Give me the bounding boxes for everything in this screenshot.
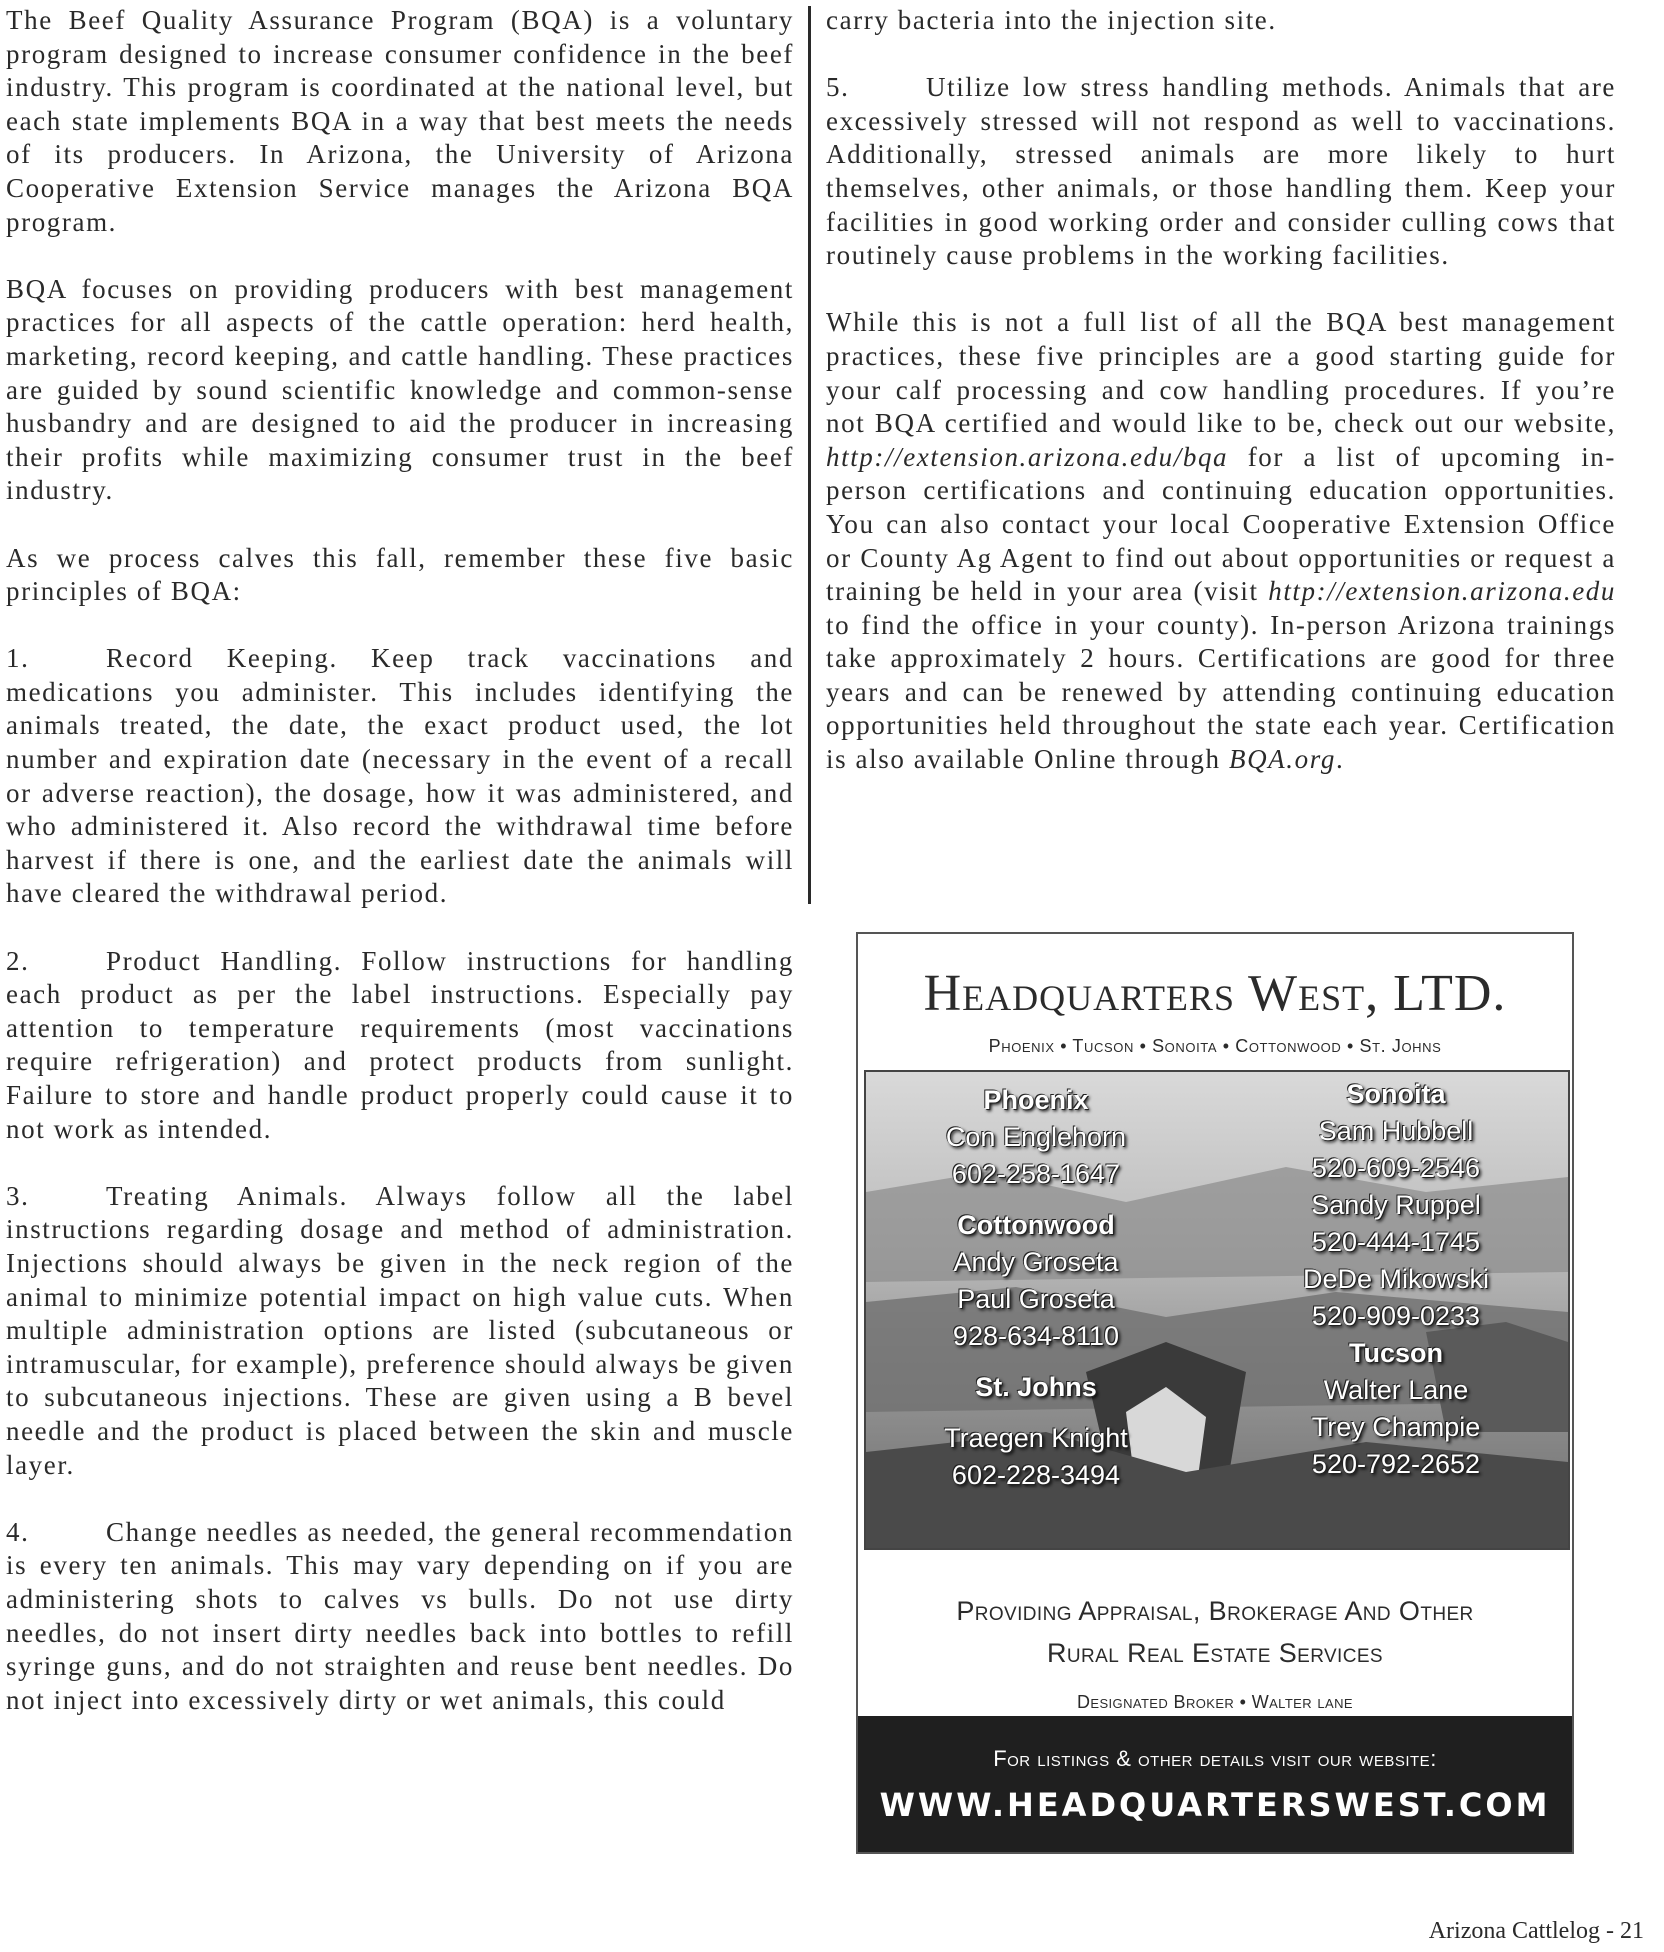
phone-st-johns: 602-228-3494 xyxy=(951,1460,1121,1490)
ad-tagline-line-2: Rural Real Estate Services xyxy=(1047,1638,1383,1668)
closing-text-b: for a list of upcoming in-person certifications and continuing education opportunities. You can also contact your local Cooperative Extension Office or County Ag Agent to find out about opportunities or request a training be held in your area (visit xyxy=(826,441,1616,607)
principle-4-number: 4. xyxy=(6,1516,30,1547)
ad-website-link[interactable]: WWW.HEADQUARTERSWEST.COM xyxy=(879,1786,1551,1824)
principle-3-number: 3. xyxy=(6,1180,30,1211)
intro-paragraph-2: BQA focuses on providing producers with best management practices for all aspects of the cattle operation: herd health, marketing, record keeping, and cattle handling. These practices are guided by sound scientific knowledge and common-sense husbandry and are designed to aid the producer in increasing their profits while maximizing consumer trust in the beef industry. xyxy=(6,273,794,506)
agent-andy-groseta: Andy Groseta xyxy=(953,1247,1119,1277)
ad-tagline-line-1: Providing Appraisal, Brokerage And Other xyxy=(956,1596,1474,1626)
principle-5-number: 5. xyxy=(826,72,850,103)
principle-1-number: 1. xyxy=(6,643,30,674)
phone-sonoita-1: 520-609-2546 xyxy=(1311,1153,1481,1183)
right-article-column xyxy=(826,4,1616,810)
principle-4-text: Change needles as needed, the general recommendation is every ten animals. This may vary depending on if you are administering shots to calves vs bulls. Do not use dirty needles, do not insert dirty needles back into bottles to refill syringe guns, and do not straighten and reuse bent needles. Do not inject into excessively dirty or wet animals, this could xyxy=(6,1516,794,1715)
agent-con-englehorn: Con Englehorn xyxy=(945,1122,1127,1152)
agent-sandy-ruppel: Sandy Ruppel xyxy=(1311,1190,1481,1220)
principle-4 xyxy=(6,1516,794,1718)
principle-1-text: Record Keeping. Keep track vaccinations and medications you administer. This includes identifying the animals treated, the date, the exact product used, the lot number and expiration date (necessary in the event of a recall or adverse reaction), the dosage, how it was administered, and who administered it. Also record the withdrawal time before harvest if there is one, and the earliest date the animals will have cleared the withdrawal period. xyxy=(6,643,794,909)
ad-tagline xyxy=(858,1590,1572,1674)
canyon-photo xyxy=(864,1070,1570,1550)
phone-phoenix: 602-258-1647 xyxy=(951,1159,1121,1189)
offices-left xyxy=(906,1082,1166,1494)
agent-dede-mikowski: DeDe Mikowski xyxy=(1302,1264,1490,1294)
office-st-johns: St. Johns xyxy=(975,1372,1097,1402)
office-sonoita: Sonoita xyxy=(1346,1079,1446,1109)
principle-5 xyxy=(826,71,1616,273)
intro-paragraph-3: As we process calves this fall, remember these five basic principles of BQA: xyxy=(6,542,794,607)
phone-cottonwood: 928-634-8110 xyxy=(952,1321,1120,1351)
closing-text-d: . xyxy=(1335,744,1345,775)
phone-sonoita-3: 520-909-0233 xyxy=(1311,1301,1481,1331)
ad-footer-text: For listings & other details visit our website: xyxy=(993,1746,1437,1771)
agent-traegen-knight: Traegen Knight xyxy=(944,1423,1128,1453)
closing-text-a: While this is not a full list of all the BQA best management practices, these five principles are a good starting guide for your calf processing and cow handling procedures. If you’re not BQA certified and would like to be, check out our website, xyxy=(826,307,1616,439)
phone-sonoita-2: 520-444-1745 xyxy=(1311,1227,1481,1257)
principle-1 xyxy=(6,642,794,911)
continuation-text: carry bacteria into the injection site. xyxy=(826,5,1277,35)
headquarters-west-ad xyxy=(856,932,1574,1854)
principle-3 xyxy=(6,1180,794,1482)
principle-2-number: 2. xyxy=(6,945,30,976)
agent-walter-lane: Walter Lane xyxy=(1323,1375,1469,1405)
ad-cities: Phoenix • Tucson • Sonoita • Cottonwood • St. Johns xyxy=(988,1036,1442,1056)
agent-trey-champie: Trey Champie xyxy=(1311,1412,1481,1442)
left-article-column xyxy=(6,4,794,1751)
principle-5-text: Utilize low stress handling methods. Animals that are excessively stressed will not respond as well to vaccinations. Additionally, stressed animals are more likely to hurt themselves, other animals, or those handling them. Keep your facilities in good working order and consider culling cows that routinely cause problems in the working facilities. xyxy=(826,72,1616,271)
designated-broker: Designated Broker • Walter lane xyxy=(1077,1692,1353,1712)
intro-paragraph-1: The Beef Quality Assurance Program (BQA) is a voluntary program designed to increase consumer confidence in the beef industry. This program is coordinated at the national level, but each state implements BQA in a way that best meets the needs of its producers. In Arizona, the University of Arizona Cooperative Extension Service manages the Arizona BQA program. xyxy=(6,5,794,237)
offices-right xyxy=(1266,1076,1526,1483)
ad-title: Headquarters West, LTD. xyxy=(923,965,1507,1022)
closing-paragraph xyxy=(826,306,1616,776)
agent-paul-groseta: Paul Groseta xyxy=(957,1284,1115,1314)
agent-sam-hubbell: Sam Hubbell xyxy=(1318,1116,1474,1146)
bqa-org-link[interactable]: BQA.org xyxy=(1228,744,1336,775)
office-phoenix: Phoenix xyxy=(983,1085,1089,1115)
principle-3-text: Treating Animals. Always follow all the label instructions regarding dosage and method of administration. Injections should always be given in the neck region of the animal to minimize potential impact on high value cuts. When multiple administration options are listed (subcutaneous or intramuscular, for example), preference should always be given to subcutaneous injections. These are given using a B bevel needle and the product is placed between the skin and muscle layer. xyxy=(6,1180,794,1480)
principle-2 xyxy=(6,945,794,1147)
extension-link[interactable]: http://extension.arizona.edu xyxy=(1268,576,1616,607)
office-cottonwood: Cottonwood xyxy=(957,1210,1115,1240)
column-divider xyxy=(808,6,811,904)
office-tucson: Tucson xyxy=(1349,1338,1443,1368)
phone-tucson: 520-792-2652 xyxy=(1311,1449,1481,1479)
bqa-link[interactable]: http://extension.arizona.edu/bqa xyxy=(826,441,1229,472)
ad-footer-band xyxy=(858,1716,1572,1852)
principle-2-text: Product Handling. Follow instructions for handling each product as per the label instructions. Especially pay attention to temperature requirements (most vaccinations require refrigeration) and protect products from sunlight. Failure to store and handle product properly could cause it to not work as intended. xyxy=(6,945,794,1144)
page-footer: Arizona Cattlelog - 21 xyxy=(1428,1918,1644,1944)
closing-text-c: to find the office in your county). In-person Arizona trainings take approximately 2 hours. Certifications are good for three years and can be renewed by attending continuing education opportunities held throughout the state each year. Certification is also available Online through xyxy=(826,609,1616,775)
